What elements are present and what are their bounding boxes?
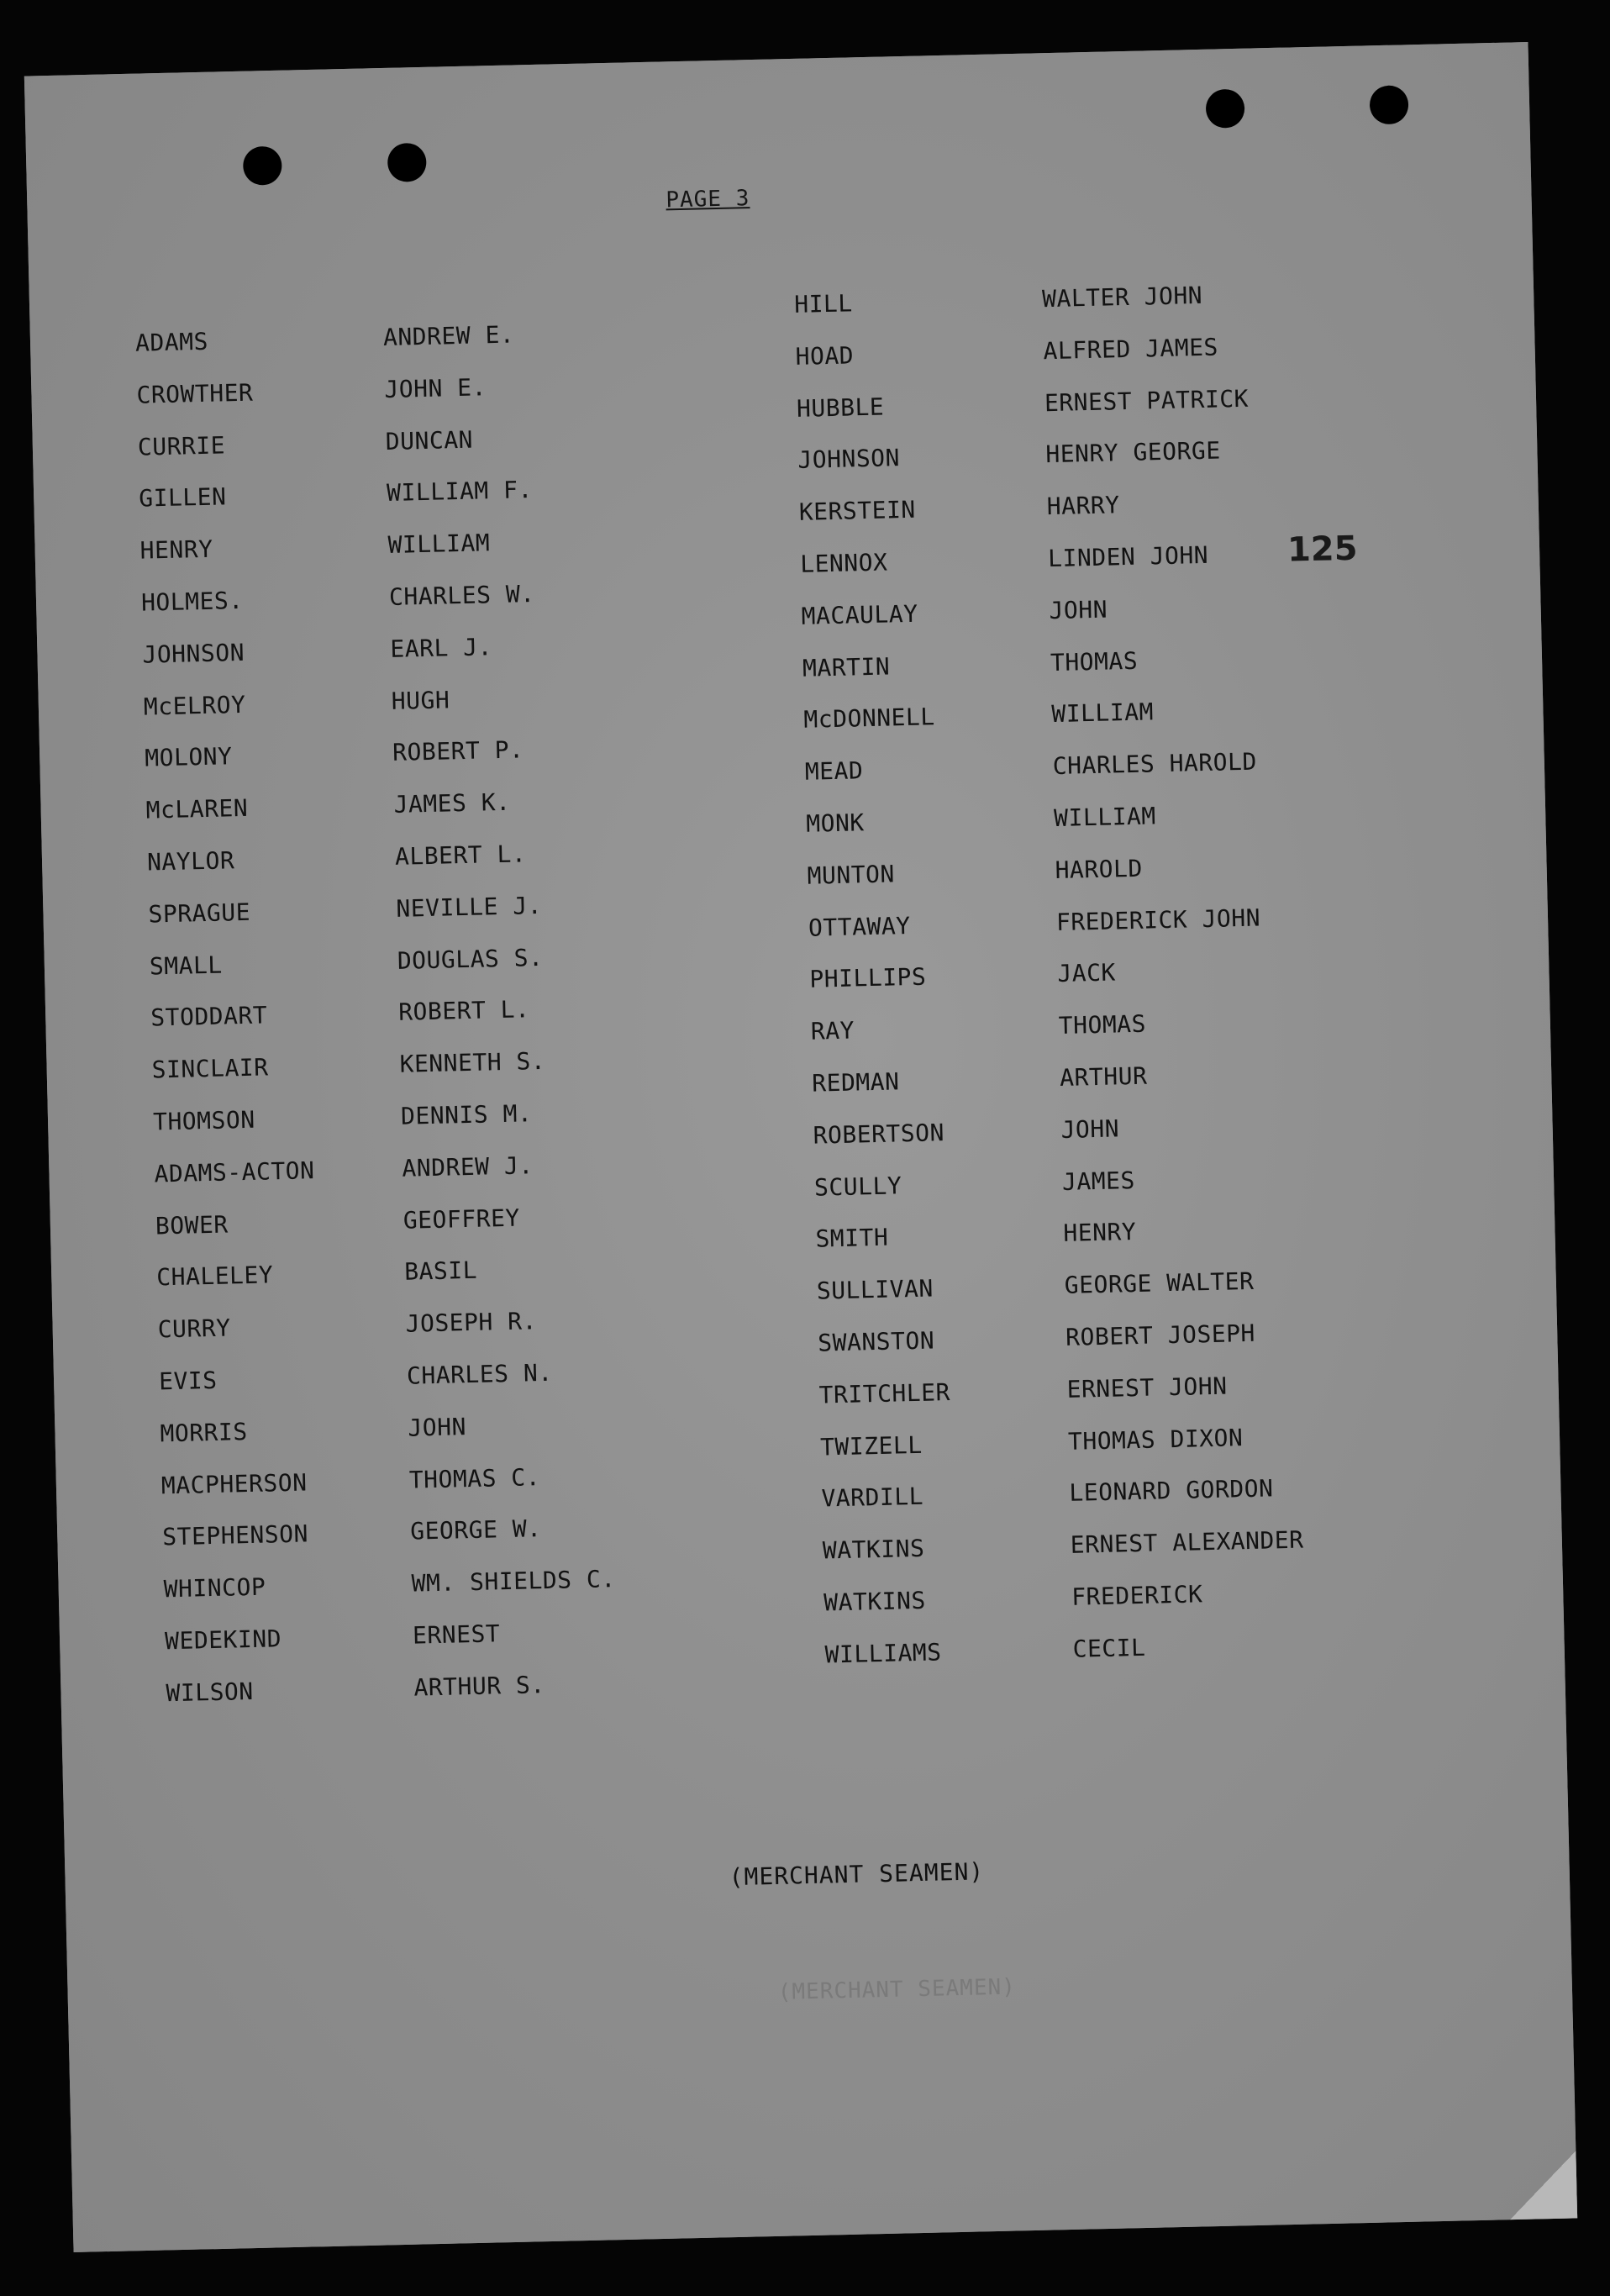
given-names-entry: CHARLES W.: [388, 579, 535, 611]
page-label: PAGE 3: [666, 186, 750, 213]
punch-hole-1: [243, 146, 282, 186]
surname-entry: HENRY: [139, 535, 213, 565]
given-names-entry: THOMAS: [1050, 646, 1139, 677]
given-names-entry: EARL J.: [390, 632, 493, 663]
surname-entry: KERSTEIN: [798, 495, 917, 527]
given-names-entry: WILLIAM F.: [386, 476, 534, 508]
surname-entry: GILLEN: [138, 482, 227, 513]
given-names-entry: ANDREW E.: [382, 320, 515, 352]
surname-entry: ADAMS: [134, 327, 209, 357]
surname-entry: McLAREN: [145, 793, 249, 824]
surname-entry: OTTAWAY: [808, 911, 911, 942]
given-names-entry: THOMAS: [1058, 1009, 1147, 1040]
surname-entry: JOHNSON: [142, 638, 245, 669]
given-names-entry: HUGH: [391, 685, 450, 715]
given-names-entry: JOHN: [1049, 595, 1108, 624]
surname-entry: CURRIE: [137, 430, 226, 461]
surname-entry: BOWER: [155, 1210, 229, 1240]
surname-entry: CROWTHER: [136, 378, 254, 409]
surname-entry: SINCLAIR: [151, 1053, 269, 1084]
given-names-entry: JOHN E.: [384, 373, 487, 403]
given-names-entry: ALBERT L.: [394, 840, 527, 871]
given-names-entry: JOHN: [408, 1412, 467, 1442]
document-page: [24, 42, 1577, 2252]
given-names-entry: WALTER JOHN: [1041, 281, 1203, 313]
given-names-entry: DUNCAN: [385, 425, 474, 456]
surname-entry: MOLONY: [144, 742, 233, 772]
given-names-entry: JAMES: [1061, 1166, 1136, 1196]
given-names-entry: HENRY GEORGE: [1045, 436, 1221, 469]
surname-entry: THOMSON: [152, 1105, 255, 1136]
given-names-entry: KENNETH S.: [399, 1047, 546, 1078]
right-given-names-column: [1041, 268, 1307, 1675]
given-names-entry: GEOFFREY: [402, 1203, 521, 1235]
given-names-entry: BASIL: [403, 1256, 478, 1287]
surname-entry: MORRIS: [160, 1417, 249, 1448]
surname-entry: MACPHERSON: [160, 1467, 308, 1499]
left-given-names-column: [382, 308, 618, 1714]
given-names-entry: JOSEPH R.: [405, 1307, 538, 1338]
surname-entry: WATKINS: [822, 1534, 925, 1565]
given-names-entry: THOMAS C.: [408, 1462, 541, 1494]
surname-entry: STODDART: [150, 1001, 268, 1032]
given-names-entry: WILLIAM: [387, 529, 491, 560]
surname-entry: TWIZELL: [819, 1430, 923, 1461]
given-names-entry: GEORGE WALTER: [1064, 1266, 1255, 1300]
given-names-entry: ALFRED JAMES: [1043, 333, 1219, 366]
surname-entry: WEDEKIND: [164, 1625, 282, 1656]
surname-entry: HOLMES.: [140, 586, 244, 617]
given-names-entry: ROBERT JOSEPH: [1065, 1319, 1256, 1351]
left-surname-column: [134, 313, 327, 1719]
surname-entry: MONK: [805, 808, 866, 838]
surname-entry: HILL: [793, 289, 854, 319]
given-names-entry: ERNEST PATRICK: [1044, 384, 1250, 417]
surname-entry: VARDILL: [821, 1482, 924, 1513]
surname-entry: HOAD: [795, 341, 855, 371]
given-names-entry: WILLIAM: [1053, 802, 1157, 833]
given-names-entry: LINDEN JOHN: [1047, 540, 1209, 573]
surname-entry: WATKINS: [823, 1586, 927, 1617]
given-names-entry: ERNEST JOHN: [1066, 1372, 1228, 1403]
footer-note: (MERCHANT SEAMEN): [729, 1857, 985, 1892]
surname-entry: TRITCHLER: [818, 1377, 951, 1409]
given-names-entry: CHARLES N.: [406, 1358, 553, 1390]
given-names-entry: CHARLES HAROLD: [1052, 747, 1258, 781]
surname-entry: MUNTON: [807, 860, 896, 890]
surname-entry: STEPHENSON: [161, 1519, 309, 1551]
surname-entry: SCULLY: [813, 1171, 902, 1202]
given-names-entry: JACK: [1057, 958, 1117, 988]
given-names-entry: ROBERT L.: [397, 995, 530, 1027]
given-names-entry: THOMAS DIXON: [1067, 1423, 1244, 1456]
surname-entry: SWANSTON: [817, 1326, 935, 1357]
surname-entry: JOHNSON: [797, 444, 901, 475]
given-names-entry: ERNEST ALEXANDER: [1070, 1525, 1304, 1559]
surname-entry: CURRY: [157, 1314, 231, 1344]
given-names-entry: CECIL: [1072, 1633, 1146, 1663]
given-names-entry: WM. SHIELDS C.: [411, 1565, 616, 1598]
page-counter: 125: [1286, 529, 1359, 570]
surname-entry: MEAD: [804, 756, 864, 786]
given-names-entry: DENNIS M.: [400, 1099, 533, 1130]
surname-entry: MARTIN: [802, 652, 891, 682]
surname-entry: WILLIAMS: [824, 1638, 942, 1669]
surname-entry: WHINCOP: [163, 1572, 266, 1604]
right-surname-column: [794, 276, 957, 1681]
surname-entry: CHALELEY: [155, 1261, 274, 1292]
surname-entry: PHILLIPS: [809, 962, 927, 994]
surname-entry: SULLIVAN: [816, 1274, 934, 1305]
surname-entry: EVIS: [158, 1366, 218, 1396]
ghost-footer-note: (MERCHANT SEAMEN): [777, 1974, 1017, 2005]
given-names-entry: ANDREW J.: [402, 1151, 534, 1182]
surname-entry: LENNOX: [799, 548, 888, 578]
surname-entry: REDMAN: [811, 1067, 900, 1098]
given-names-entry: HENRY: [1063, 1218, 1137, 1248]
given-names-entry: HAROLD: [1055, 854, 1144, 884]
given-names-entry: ARTHUR S.: [413, 1670, 546, 1702]
corner-fold: [1508, 2151, 1577, 2220]
surname-entry: ADAMS-ACTON: [154, 1156, 315, 1188]
surname-entry: McELROY: [143, 690, 246, 721]
given-names-entry: GEORGE W.: [409, 1514, 542, 1546]
given-names-entry: HARRY: [1046, 491, 1120, 521]
given-names-entry: NEVILLE J.: [396, 891, 543, 923]
surname-entry: NAYLOR: [146, 846, 235, 877]
given-names-entry: LEONARD GORDON: [1069, 1474, 1274, 1508]
given-names-entry: WILLIAM: [1051, 698, 1155, 729]
punch-hole-4: [1370, 85, 1409, 124]
given-names-entry: DOUGLAS S.: [397, 943, 544, 975]
surname-entry: SPRAGUE: [148, 898, 251, 929]
given-names-entry: JAMES K.: [393, 787, 511, 819]
given-names-entry: JOHN: [1060, 1114, 1120, 1144]
surname-entry: ROBERTSON: [813, 1118, 945, 1150]
given-names-entry: ARTHUR: [1059, 1061, 1148, 1092]
given-names-entry: ERNEST: [412, 1619, 501, 1650]
surname-entry: HUBBLE: [796, 392, 885, 423]
given-names-entry: ROBERT P.: [392, 735, 524, 767]
surname-entry: SMALL: [149, 951, 224, 981]
given-names-entry: FREDERICK: [1071, 1580, 1203, 1611]
punch-hole-2: [387, 143, 427, 182]
surname-entry: SMITH: [815, 1224, 889, 1253]
given-names-entry: FREDERICK JOHN: [1055, 903, 1261, 936]
punch-hole-3: [1206, 89, 1245, 129]
surname-entry: WILSON: [166, 1677, 255, 1708]
surname-entry: RAY: [810, 1016, 855, 1045]
surname-entry: McDONNELL: [803, 703, 936, 735]
surname-entry: MACAULAY: [801, 599, 918, 630]
